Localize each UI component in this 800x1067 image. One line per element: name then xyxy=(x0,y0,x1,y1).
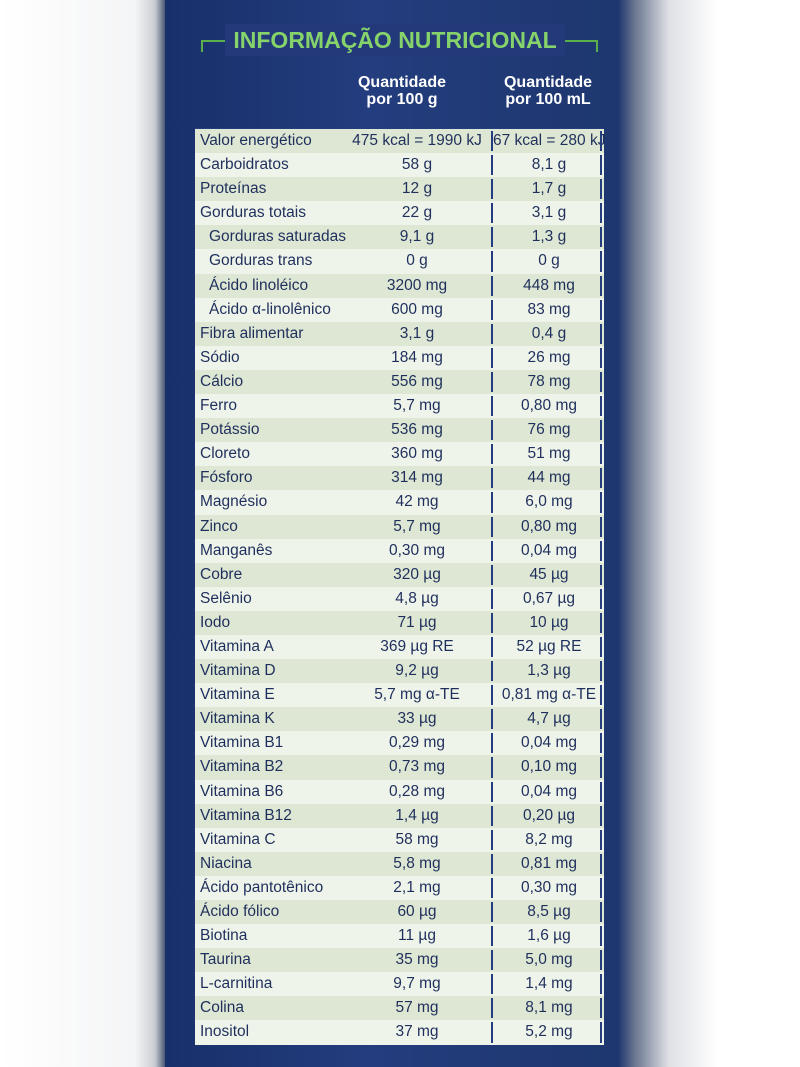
nutrient-name: Potássio xyxy=(200,421,260,439)
nutrient-name: Ácido α-linolênico xyxy=(209,300,331,318)
column-divider xyxy=(600,131,602,151)
column-divider xyxy=(600,806,602,826)
column-divider xyxy=(600,998,602,1018)
value-per-100g: 184 mg xyxy=(391,348,443,366)
value-per-100ml: 8,5 µg xyxy=(527,903,571,920)
value-per-100g: 58 g xyxy=(401,156,433,174)
table-row xyxy=(195,128,604,153)
value-per-100ml: 78 mg xyxy=(527,372,571,390)
value-per-100ml: 26 mg xyxy=(527,348,571,366)
value-per-100g: 71 µg xyxy=(397,613,437,631)
column-divider xyxy=(600,902,602,922)
value-per-100ml: 8,1 mg xyxy=(525,999,573,1017)
value-per-100g: 475 kcal = 1990 kJ xyxy=(352,132,482,149)
value-per-100g: 0,73 mg xyxy=(388,758,445,776)
value-per-100g: 22 g xyxy=(401,204,433,222)
table-row xyxy=(195,828,604,852)
value-per-100ml: 51 mg xyxy=(527,445,571,463)
column-divider xyxy=(600,155,602,175)
nutrient-name: Ácido pantotênico xyxy=(200,878,324,896)
value-per-100g: 0,29 mg xyxy=(388,734,445,752)
value-per-100ml: 4,7 µg xyxy=(527,710,571,728)
nutrient-name: Cálcio xyxy=(200,372,244,390)
value-per-100g: 11 µg xyxy=(398,927,436,945)
value-per-100ml: 45 µg xyxy=(529,565,569,583)
value-per-100g: 4,8 µg xyxy=(395,589,439,607)
nutrient-name: Cloreto xyxy=(200,445,250,463)
column-divider xyxy=(600,613,602,633)
column-divider xyxy=(600,420,602,440)
nutrient-name: Colina xyxy=(200,999,244,1017)
nutrient-name: Ácido linoléico xyxy=(209,276,309,294)
value-per-100ml: 0,04 mg xyxy=(520,782,577,800)
column-divider xyxy=(600,444,602,464)
value-per-100g: 360 mg xyxy=(391,445,443,463)
value-per-100g: 37 mg xyxy=(395,1023,439,1041)
value-per-100ml: 5,0 mg xyxy=(525,951,573,969)
table-row xyxy=(195,225,604,249)
value-per-100g: 5,8 mg xyxy=(393,854,441,872)
value-per-100ml: 1,4 mg xyxy=(525,975,573,993)
value-per-100ml: 67 kcal = 280 kJ xyxy=(493,132,606,149)
nutrient-name: Taurina xyxy=(200,951,251,969)
table-row xyxy=(195,298,604,322)
nutrient-name: Vitamina B12 xyxy=(200,806,292,824)
nutrient-name: Vitamina K xyxy=(200,710,275,728)
value-per-100g: 12 g xyxy=(401,180,433,198)
table-row xyxy=(195,153,604,177)
value-per-100ml: 3,1 g xyxy=(531,204,567,222)
column-divider xyxy=(600,709,602,729)
value-per-100g: 1,4 µg xyxy=(395,806,439,824)
column-divider xyxy=(600,276,602,296)
column-divider xyxy=(600,396,602,416)
table-row xyxy=(195,683,604,707)
table-row xyxy=(195,587,604,611)
value-per-100g: 0 g xyxy=(406,252,428,270)
table-row xyxy=(195,563,604,587)
column-header-per-100ml xyxy=(463,74,633,108)
nutrient-name: Vitamina A xyxy=(200,637,274,655)
column-divider xyxy=(600,782,602,802)
value-per-100ml: 448 mg xyxy=(523,276,575,294)
nutrient-name: Ferro xyxy=(200,397,238,415)
column-divider xyxy=(600,637,602,657)
value-per-100g: 0,30 mg xyxy=(388,541,445,559)
column-divider xyxy=(600,541,602,561)
nutrition-label-panel xyxy=(165,0,618,1067)
column-header-per-100g xyxy=(317,74,487,108)
column-divider xyxy=(600,492,602,512)
nutrient-name: Niacina xyxy=(200,854,252,872)
value-per-100g: 35 mg xyxy=(395,951,439,969)
table-row xyxy=(195,394,604,418)
value-per-100ml: 44 mg xyxy=(527,469,571,487)
column-divider xyxy=(600,372,602,392)
nutrient-name: Fibra alimentar xyxy=(200,324,304,342)
value-per-100ml: 0,30 mg xyxy=(520,878,577,896)
nutrient-name: Fósforo xyxy=(200,469,253,487)
background-right xyxy=(618,0,800,1067)
value-per-100g: 3,1 g xyxy=(399,324,435,342)
value-per-100g: 3200 mg xyxy=(386,276,448,294)
value-per-100g: 9,2 µg xyxy=(395,662,439,680)
column-divider xyxy=(600,733,602,753)
table-row xyxy=(195,731,604,755)
table-row xyxy=(195,924,604,948)
column-header-line: por 100 mL xyxy=(505,91,591,108)
title-frame-left xyxy=(201,40,203,52)
column-divider xyxy=(600,757,602,777)
value-per-100g: 33 µg xyxy=(397,710,437,728)
table-row xyxy=(195,442,604,466)
value-per-100ml: 6,0 mg xyxy=(525,493,573,511)
nutrient-name: Vitamina D xyxy=(200,662,276,680)
column-divider xyxy=(600,878,602,898)
value-per-100ml: 0,04 mg xyxy=(520,541,577,559)
nutrient-name: Gorduras trans xyxy=(209,252,313,270)
value-per-100g: 60 µg xyxy=(397,903,437,920)
nutrient-name: L-carnitina xyxy=(200,975,273,993)
value-per-100ml: 83 mg xyxy=(527,300,571,318)
column-divider xyxy=(600,950,602,970)
nutrient-name: Biotina xyxy=(200,927,248,945)
column-divider xyxy=(600,251,602,271)
value-per-100ml: 5,2 mg xyxy=(525,1023,573,1041)
column-divider xyxy=(600,926,602,946)
table-row xyxy=(195,490,604,514)
column-divider xyxy=(600,468,602,488)
value-per-100g: 9,1 g xyxy=(399,228,435,246)
column-divider xyxy=(600,661,602,681)
column-divider xyxy=(600,227,602,247)
value-per-100g: 314 mg xyxy=(391,469,443,487)
value-per-100ml: 0,04 mg xyxy=(520,734,577,752)
background-left xyxy=(0,0,165,1067)
value-per-100ml: 0,81 mg xyxy=(520,854,577,872)
nutrient-name: Carboidratos xyxy=(200,156,289,174)
nutrient-name: Vitamina B2 xyxy=(200,758,284,776)
table-row xyxy=(195,322,604,346)
nutrient-name: Vitamina C xyxy=(200,830,276,848)
table-row xyxy=(195,346,604,370)
table-row xyxy=(195,852,604,876)
nutrient-name: Gorduras saturadas xyxy=(209,228,346,246)
column-divider xyxy=(600,830,602,850)
nutrition-table xyxy=(195,128,604,1045)
value-per-100g: 42 mg xyxy=(395,493,439,511)
table-row xyxy=(195,539,604,563)
nutrient-name: Ácido fólico xyxy=(200,903,280,920)
table-row xyxy=(195,996,604,1020)
column-divider xyxy=(600,589,602,609)
value-per-100ml: 0 g xyxy=(538,252,560,270)
title-frame-right xyxy=(596,40,598,52)
value-per-100ml: 0,80 mg xyxy=(520,397,577,415)
value-per-100ml: 76 mg xyxy=(527,421,571,439)
nutrient-name: Vitamina B1 xyxy=(200,734,284,752)
value-per-100ml: 52 µg RE xyxy=(516,637,582,655)
value-per-100g: 600 mg xyxy=(391,300,443,318)
table-row xyxy=(195,177,604,201)
value-per-100g: 58 mg xyxy=(395,830,439,848)
value-per-100ml: 1,6 µg xyxy=(527,927,571,945)
table-row xyxy=(195,755,604,779)
value-per-100g: 0,28 mg xyxy=(388,782,445,800)
nutrient-name: Manganês xyxy=(200,541,273,559)
value-per-100ml: 8,2 mg xyxy=(525,830,573,848)
table-row xyxy=(195,659,604,683)
value-per-100g: 9,7 mg xyxy=(393,975,441,993)
value-per-100ml: 1,7 g xyxy=(531,180,567,198)
value-per-100g: 556 mg xyxy=(391,372,443,390)
column-divider xyxy=(600,685,602,705)
nutrient-name: Selênio xyxy=(200,589,252,607)
nutrient-name: Vitamina E xyxy=(200,686,275,704)
nutrient-name: Proteínas xyxy=(200,180,267,198)
table-row xyxy=(195,1020,604,1044)
value-per-100g: 320 µg xyxy=(393,565,441,583)
value-per-100ml: 8,1 g xyxy=(531,156,567,174)
table-row xyxy=(195,515,604,539)
nutrient-name: Inositol xyxy=(200,1023,250,1041)
value-per-100g: 5,7 mg α-TE xyxy=(374,686,460,704)
value-per-100ml: 0,20 µg xyxy=(522,806,576,824)
column-divider xyxy=(600,854,602,874)
value-per-100g: 536 mg xyxy=(391,421,443,439)
table-row xyxy=(195,274,604,298)
value-per-100g: 2,1 mg xyxy=(393,878,441,896)
table-row xyxy=(195,370,604,394)
column-header-line: por 100 g xyxy=(366,91,438,108)
value-per-100ml: 0,81 mg α-TE xyxy=(501,686,597,704)
nutrient-name: Gorduras totais xyxy=(200,204,306,222)
value-per-100g: 369 µg RE xyxy=(380,637,454,655)
table-row xyxy=(195,201,604,225)
column-divider xyxy=(600,300,602,320)
nutrient-name: Sódio xyxy=(200,348,240,366)
column-header-line: Quantidade xyxy=(503,74,592,91)
nutrient-name: Zinco xyxy=(200,517,238,535)
table-row xyxy=(195,418,604,442)
nutrient-name: Magnésio xyxy=(200,493,268,511)
column-header-line: Quantidade xyxy=(357,74,446,91)
table-row xyxy=(195,466,604,490)
column-divider xyxy=(600,1022,602,1042)
table-row xyxy=(195,780,604,804)
column-divider xyxy=(600,974,602,994)
column-divider xyxy=(600,179,602,199)
value-per-100ml: 0,80 mg xyxy=(520,517,577,535)
table-row xyxy=(195,635,604,659)
nutrient-name: Valor energético xyxy=(200,132,312,149)
value-per-100g: 5,7 mg xyxy=(393,397,441,415)
column-divider xyxy=(600,565,602,585)
column-divider xyxy=(600,203,602,223)
value-per-100ml: 10 µg xyxy=(529,613,569,631)
table-row xyxy=(195,972,604,996)
label-title: INFORMAÇÃO NUTRICIONAL xyxy=(225,24,565,56)
nutrient-name: Vitamina B6 xyxy=(200,782,284,800)
column-divider xyxy=(600,324,602,344)
table-row xyxy=(195,876,604,900)
value-per-100ml: 1,3 µg xyxy=(527,662,571,680)
table-row xyxy=(195,249,604,273)
value-per-100ml: 0,10 mg xyxy=(520,758,577,776)
table-row xyxy=(195,707,604,731)
value-per-100g: 5,7 mg xyxy=(393,517,441,535)
nutrient-name: Cobre xyxy=(200,565,243,583)
value-per-100ml: 1,3 g xyxy=(531,228,567,246)
value-per-100ml: 0,4 g xyxy=(531,324,567,342)
table-row xyxy=(195,948,604,972)
column-divider xyxy=(600,348,602,368)
nutrient-name: Iodo xyxy=(200,613,231,631)
value-per-100ml: 0,67 µg xyxy=(522,589,576,607)
table-row xyxy=(195,611,604,635)
table-row xyxy=(195,804,604,828)
column-divider xyxy=(600,517,602,537)
table-row xyxy=(195,900,604,924)
value-per-100g: 57 mg xyxy=(395,999,439,1017)
